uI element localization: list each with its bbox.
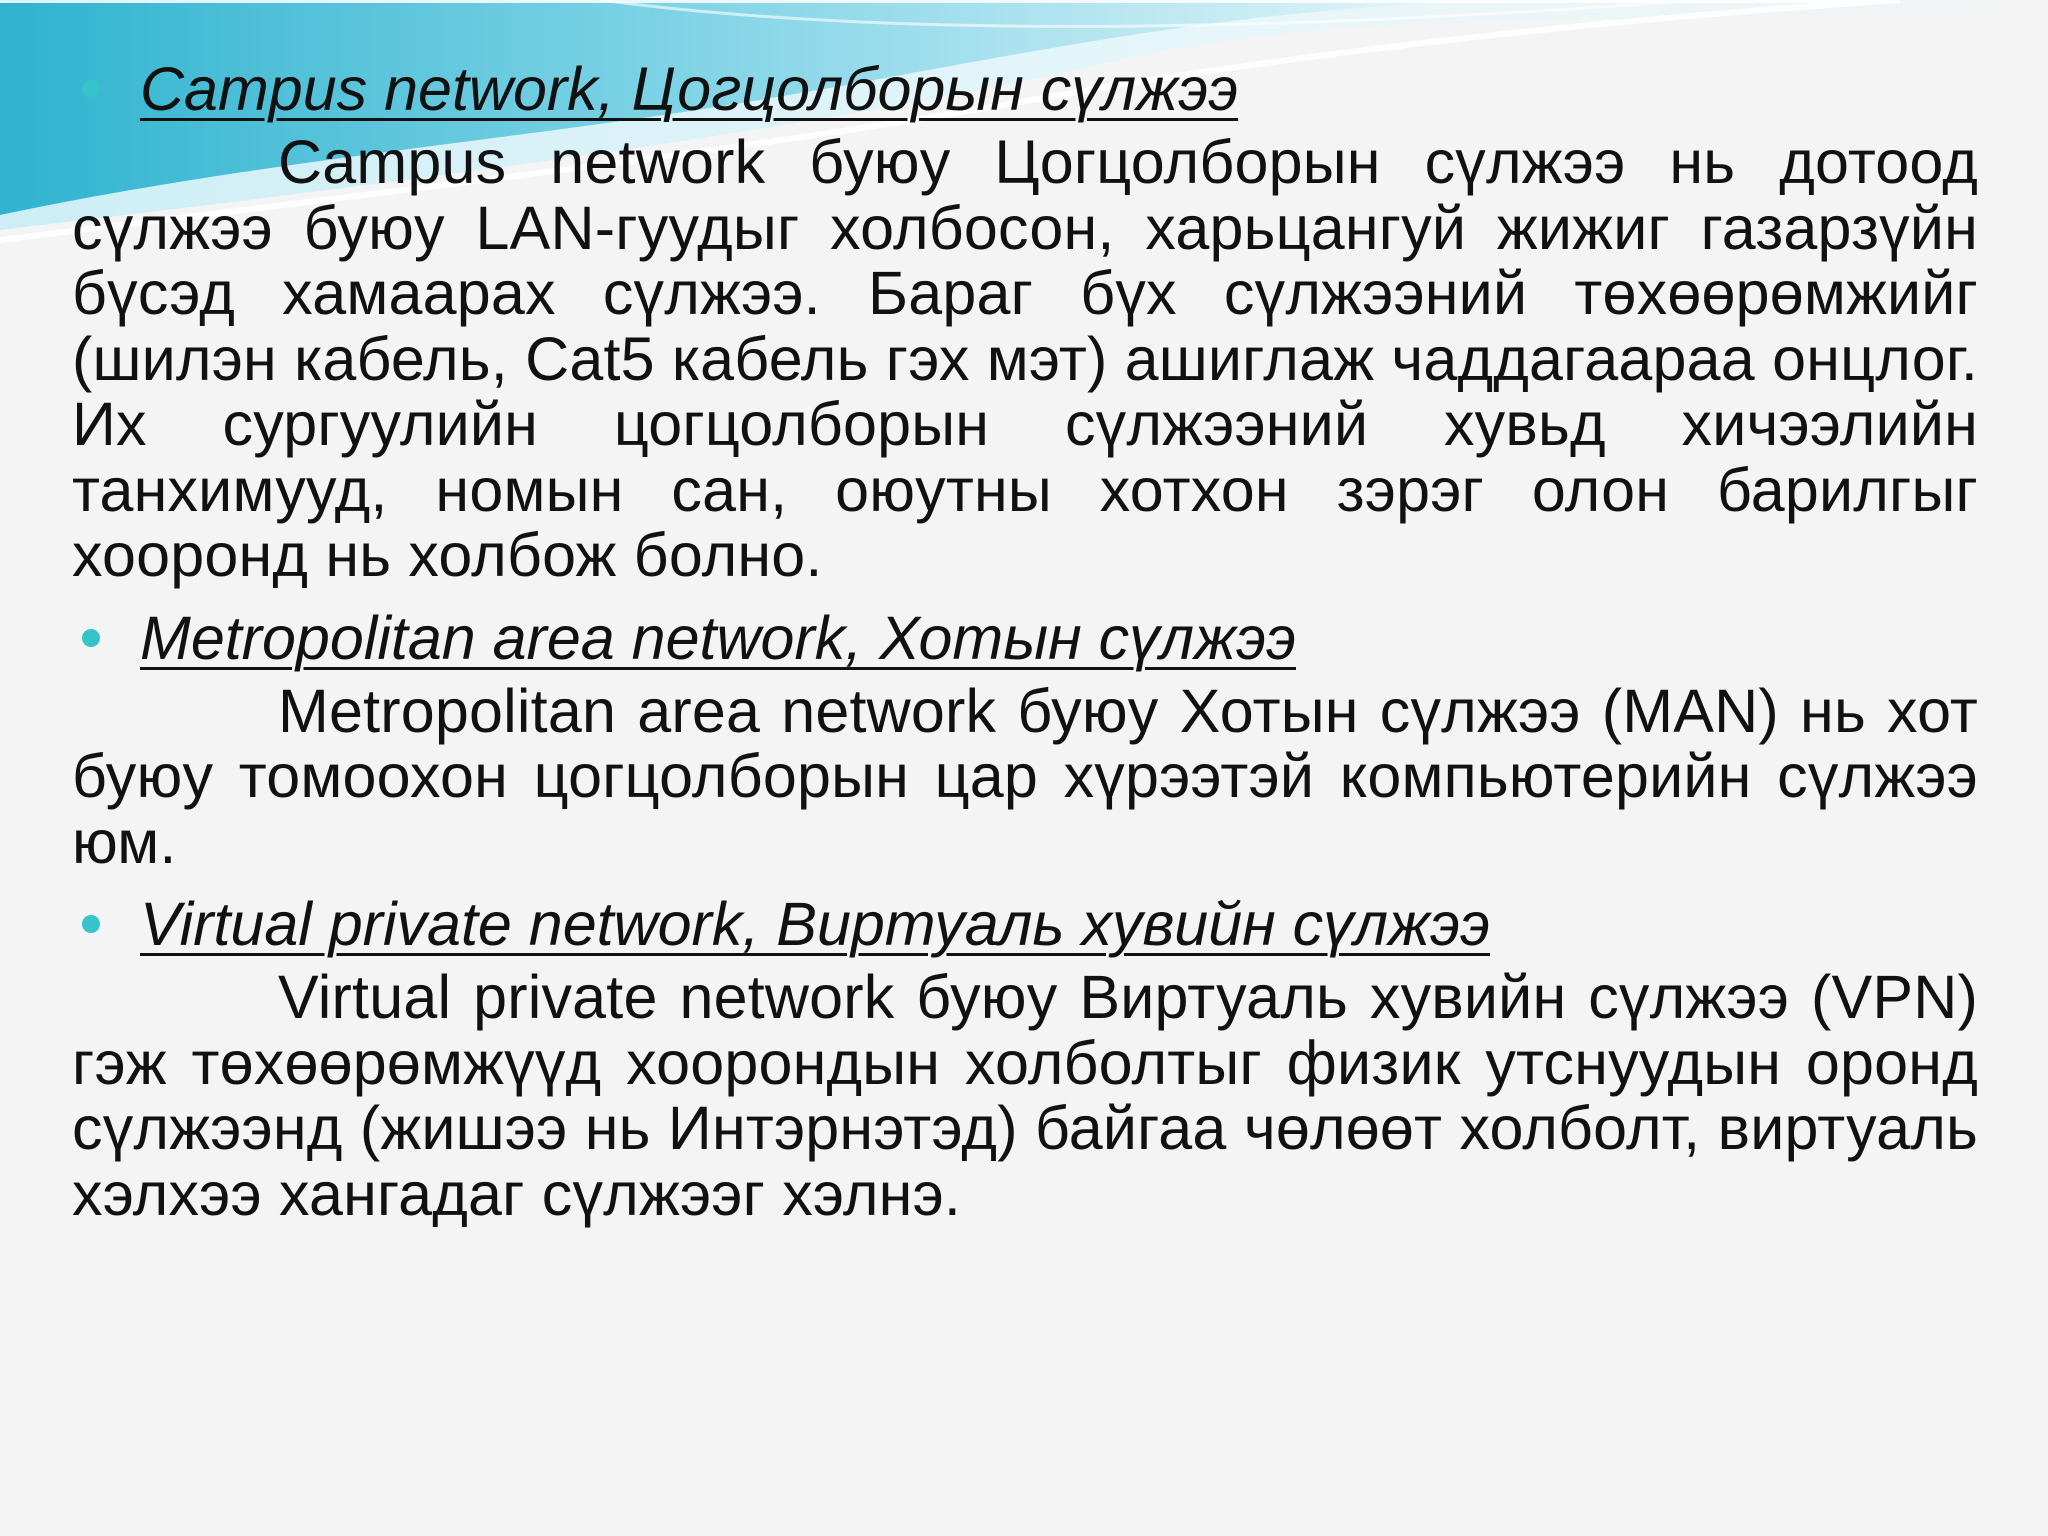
section-virtual-private-network — [72, 885, 1978, 1227]
bullet-dot-icon — [82, 629, 100, 647]
section-heading: Metropolitan area network, Хотын сүлжээ — [140, 603, 1296, 672]
bullet-dot-icon — [82, 915, 100, 933]
section-paragraph: Metropolitan area network буюу Хотын сүлжээ (MAN) нь хот буюу томоохон цогцолборын цар хүрээтэй компьютерийн сүлжээ юм. — [72, 676, 1978, 876]
section-paragraph: Virtual private network буюу Виртуаль хувийн сүлжээ (VPN) гэж төхөөрөмжүүд хоорондын холболтыг физик утснуудын оронд сүлжээнд (жишээ нь Интэрнэтэд) байгаа чөлөөт холболт, виртуаль хэлхээ хангадаг сүлжээг хэлнэ. — [72, 963, 1978, 1228]
section-heading: Campus network, Цогцолборын сүлжээ — [140, 55, 1239, 123]
section-paragraph: Campus network буюу Цогцолборын сүлжээ нь дотоод сүлжээ буюу LAN-гуудыг холбосон, харьцангуй жижиг газарзүйн бүсэд хамаарах сүлжээ. Бараг бүх сүлжээний төхөөрөмжийг (шилэн кабель, Cat5 кабель гэх мэт) ашиглаж чаддагаараа онцлог. Их сургуулийн цогцолборын сүлжээний хувьд хичээлийн танхимууд, номын сан, оюутны хотхон зэрэг олон барилгыг хооронд нь холбож болно. — [72, 128, 1978, 589]
section-metropolitan-area-network — [72, 599, 1978, 876]
bullet-row — [72, 599, 1978, 677]
slide-content — [72, 50, 1978, 1227]
section-heading: Virtual private network, Виртуаль хувийн сүлжээ — [140, 890, 1491, 958]
bullet-row — [72, 885, 1978, 963]
bullet-dot-icon — [82, 80, 100, 98]
bullet-row — [72, 50, 1978, 128]
section-campus-network — [72, 50, 1978, 589]
